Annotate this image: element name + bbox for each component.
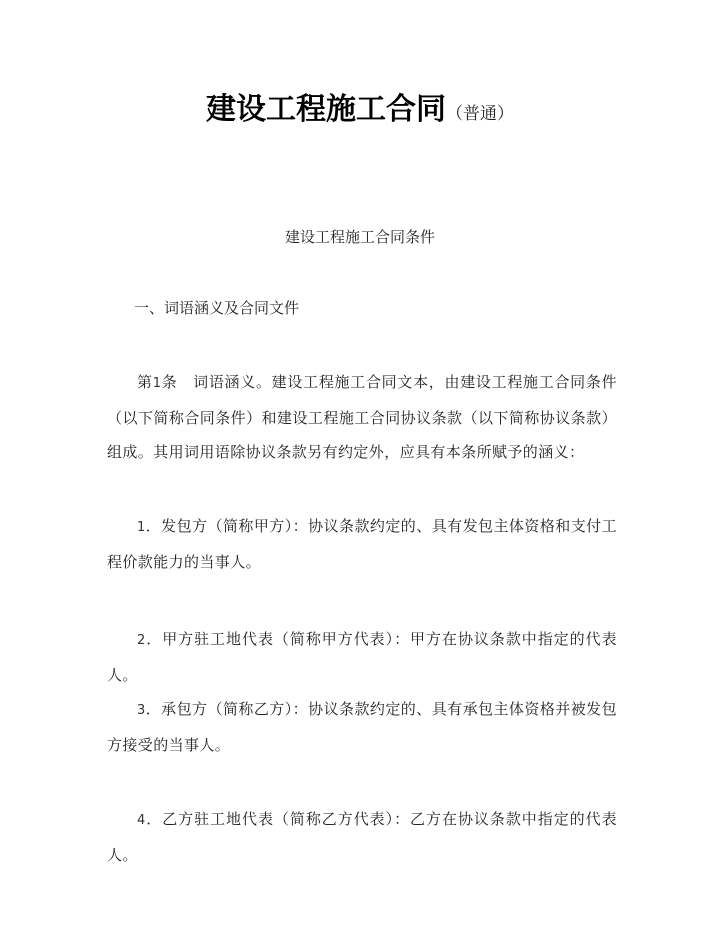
definition-text: ．甲方驻工地代表（简称甲方代表）：甲方在协议条款中指定的代表人。: [107, 630, 617, 684]
definition-number: 3: [137, 703, 146, 718]
definition-text: ．承包方（简称乙方）：协议条款约定的、具有承包主体资格并被发包方接受的当事人。: [107, 700, 617, 754]
article-text: 词语涵义。建设工程施工合同文本，由建设工程施工合同条件（以下简称合同条件）和建设工程施工合同协议条款（以下简称协议条款）组成。其用词用语除协议条款另有约定外，应具有本条所赋予的涵义：: [107, 373, 618, 461]
document-title: [0, 84, 720, 128]
article-prefix: 第: [137, 373, 153, 391]
definition-text: ．发包方（简称甲方）：协议条款约定的、具有发包主体资格和支付工程价款能力的当事人。: [107, 517, 617, 571]
definition-number: 1: [137, 520, 146, 535]
definition-text: ．乙方驻工地代表（简称乙方代表）：乙方在协议条款中指定的代表人。: [107, 810, 617, 864]
definition-item: [107, 622, 617, 692]
document-subtitle: 建设工程施工合同条件: [284, 228, 435, 246]
definition-item: [107, 802, 617, 872]
definition-item: [107, 692, 617, 762]
definition-item: [107, 509, 617, 579]
article-number: 1: [152, 376, 162, 391]
section-heading: 一、词语涵义及合同文件: [134, 299, 300, 317]
article-suffix: 条: [161, 373, 178, 391]
title-suffix: （普通）: [446, 104, 514, 124]
definition-number: 2: [137, 633, 146, 648]
definition-number: 4: [137, 813, 146, 828]
article-1-paragraph: [107, 365, 617, 469]
title-main: 建设工程施工合同: [206, 92, 446, 127]
